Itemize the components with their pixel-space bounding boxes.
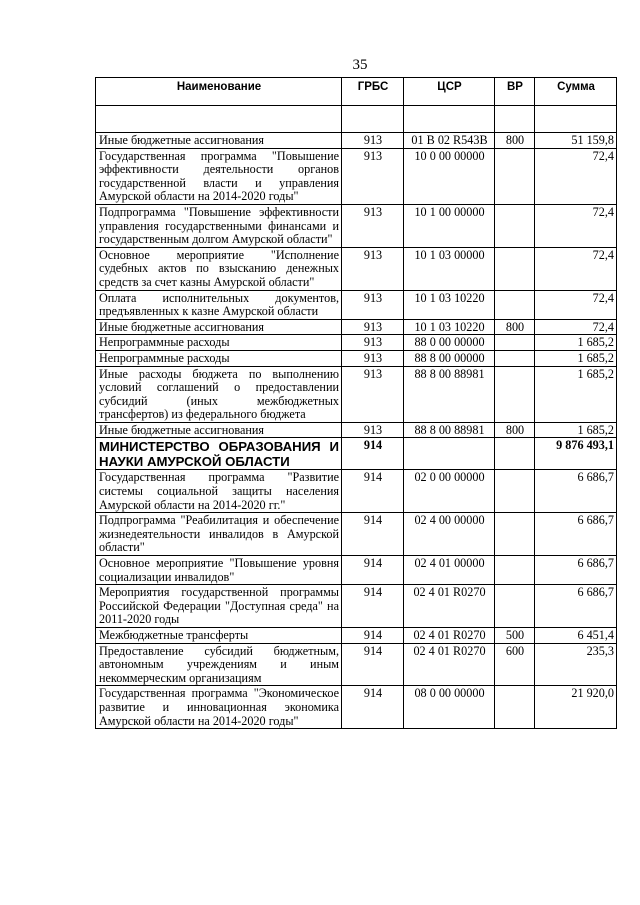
header-csr: ЦСР xyxy=(404,78,495,106)
row-grbs: 914 xyxy=(342,643,404,686)
row-csr: 88 8 00 00000 xyxy=(404,350,495,366)
row-vr xyxy=(495,335,535,351)
row-sum: 72,4 xyxy=(535,319,617,335)
table-row xyxy=(96,350,617,366)
row-grbs: 913 xyxy=(342,247,404,290)
row-csr: 88 8 00 88981 xyxy=(404,422,495,438)
row-sum: 1 685,2 xyxy=(535,366,617,422)
row-grbs: 913 xyxy=(342,204,404,247)
row-name: Государственная программа "Развитие системы социальной защиты населения Амурской области на 2014-2020 гг." xyxy=(96,470,342,513)
table-row xyxy=(96,585,617,628)
header-grbs: ГРБС xyxy=(342,78,404,106)
table-row xyxy=(96,335,617,351)
row-sum: 1 685,2 xyxy=(535,350,617,366)
row-name: Иные бюджетные ассигнования xyxy=(96,422,342,438)
row-name: Непрограммные расходы xyxy=(96,335,342,351)
row-name: Иные расходы бюджета по выполнению условий соглашений о предоставлении субсидий (иных межбюджетных трансфертов) из федерального бюджета xyxy=(96,366,342,422)
row-sum: 72,4 xyxy=(535,290,617,319)
row-grbs: 914 xyxy=(342,470,404,513)
row-sum: 235,3 xyxy=(535,643,617,686)
row-grbs: 913 xyxy=(342,335,404,351)
row-name: Мероприятия государственной программы Российской Федерации "Доступная среда" на 2011-2020 годы xyxy=(96,585,342,628)
row-vr: 800 xyxy=(495,319,535,335)
row-sum: 72,4 xyxy=(535,204,617,247)
header-name: Наименование xyxy=(96,78,342,106)
ministry-name: МИНИСТЕРСТВО ОБРАЗОВАНИЯ И НАУКИ АМУРСКОЙ ОБЛАСТИ xyxy=(96,438,342,470)
row-csr: 10 1 00 00000 xyxy=(404,204,495,247)
row-grbs: 914 xyxy=(342,513,404,556)
row-grbs: 914 xyxy=(342,585,404,628)
row-name: Государственная программа "Повышение эффективности деятельности органов государственной власти и управления Амурской области на 2014-2020 годы" xyxy=(96,148,342,204)
table-row xyxy=(96,513,617,556)
row-vr xyxy=(495,366,535,422)
row-vr xyxy=(495,350,535,366)
row-name: Иные бюджетные ассигнования xyxy=(96,319,342,335)
row-vr xyxy=(495,290,535,319)
row-csr: 08 0 00 00000 xyxy=(404,686,495,729)
row-vr: 800 xyxy=(495,133,535,149)
table-row xyxy=(96,686,617,729)
row-name: Предоставление субсидий бюджетным, автономным учреждениям и иным некоммерческим организациям xyxy=(96,643,342,686)
row-grbs: 914 xyxy=(342,556,404,585)
spacer-cell xyxy=(495,106,535,133)
spacer-cell xyxy=(535,106,617,133)
row-sum: 6 686,7 xyxy=(535,585,617,628)
row-csr: 02 4 01 R0270 xyxy=(404,628,495,644)
row-csr: 10 1 03 10220 xyxy=(404,319,495,335)
table-row xyxy=(96,290,617,319)
row-sum: 6 686,7 xyxy=(535,513,617,556)
row-vr xyxy=(495,585,535,628)
table-row xyxy=(96,366,617,422)
row-vr xyxy=(495,204,535,247)
table-header-row xyxy=(96,78,617,106)
row-vr xyxy=(495,148,535,204)
row-sum: 6 686,7 xyxy=(535,470,617,513)
header-sum: Сумма xyxy=(535,78,617,106)
row-name: Основное мероприятие "Повышение уровня социализации инвалидов" xyxy=(96,556,342,585)
ministry-row xyxy=(96,438,617,470)
spacer-cell xyxy=(96,106,342,133)
row-grbs: 914 xyxy=(342,686,404,729)
row-sum: 72,4 xyxy=(535,148,617,204)
page-number: 35 xyxy=(352,57,368,73)
row-grbs: 914 xyxy=(342,628,404,644)
row-csr: 02 0 00 00000 xyxy=(404,470,495,513)
row-vr xyxy=(495,556,535,585)
row-name: Иные бюджетные ассигнования xyxy=(96,133,342,149)
table-row xyxy=(96,148,617,204)
row-vr xyxy=(495,438,535,470)
row-name: Оплата исполнительных документов, предъявленных к казне Амурской области xyxy=(96,290,342,319)
row-name: Подпрограмма "Повышение эффективности управления государственными финансами и государственным долгом Амурской области" xyxy=(96,204,342,247)
row-grbs: 913 xyxy=(342,422,404,438)
row-vr: 800 xyxy=(495,422,535,438)
header-vr: ВР xyxy=(495,78,535,106)
row-grbs: 913 xyxy=(342,133,404,149)
spacer-row xyxy=(96,106,617,133)
row-csr xyxy=(404,438,495,470)
row-name: Непрограммные расходы xyxy=(96,350,342,366)
row-csr: 88 8 00 88981 xyxy=(404,366,495,422)
row-name: Основное мероприятие "Исполнение судебных актов по взысканию денежных средств за счет казны Амурской области" xyxy=(96,247,342,290)
row-vr xyxy=(495,513,535,556)
row-grbs: 914 xyxy=(342,438,404,470)
row-sum: 51 159,8 xyxy=(535,133,617,149)
row-csr: 10 1 03 10220 xyxy=(404,290,495,319)
row-csr: 02 4 01 R0270 xyxy=(404,643,495,686)
table-row xyxy=(96,628,617,644)
row-vr: 500 xyxy=(495,628,535,644)
row-grbs: 913 xyxy=(342,350,404,366)
spacer-cell xyxy=(342,106,404,133)
row-grbs: 913 xyxy=(342,290,404,319)
row-name: Государственная программа "Экономическое развитие и инновационная экономика Амурской области на 2014-2020 годы" xyxy=(96,686,342,729)
spacer-cell xyxy=(404,106,495,133)
row-vr xyxy=(495,686,535,729)
row-sum: 1 685,2 xyxy=(535,422,617,438)
row-name: Межбюджетные трансферты xyxy=(96,628,342,644)
row-sum: 21 920,0 xyxy=(535,686,617,729)
budget-table xyxy=(95,77,617,729)
row-csr: 02 4 01 00000 xyxy=(404,556,495,585)
table-row xyxy=(96,470,617,513)
table-row xyxy=(96,204,617,247)
table-row xyxy=(96,247,617,290)
row-grbs: 913 xyxy=(342,366,404,422)
table-row xyxy=(96,643,617,686)
row-sum: 72,4 xyxy=(535,247,617,290)
row-csr: 10 1 03 00000 xyxy=(404,247,495,290)
table-row xyxy=(96,422,617,438)
ministry-sum: 9 876 493,1 xyxy=(535,438,617,470)
table-row xyxy=(96,133,617,149)
row-csr: 02 4 01 R0270 xyxy=(404,585,495,628)
row-csr: 01 В 02 R543В xyxy=(404,133,495,149)
row-vr: 600 xyxy=(495,643,535,686)
row-grbs: 913 xyxy=(342,319,404,335)
row-csr: 88 0 00 00000 xyxy=(404,335,495,351)
row-vr xyxy=(495,470,535,513)
row-sum: 6 686,7 xyxy=(535,556,617,585)
row-grbs: 913 xyxy=(342,148,404,204)
row-csr: 02 4 00 00000 xyxy=(404,513,495,556)
row-name: Подпрограмма "Реабилитация и обеспечение жизнедеятельности инвалидов в Амурской области" xyxy=(96,513,342,556)
row-sum: 6 451,4 xyxy=(535,628,617,644)
table-row xyxy=(96,556,617,585)
table-row xyxy=(96,319,617,335)
row-sum: 1 685,2 xyxy=(535,335,617,351)
row-vr xyxy=(495,247,535,290)
row-csr: 10 0 00 00000 xyxy=(404,148,495,204)
